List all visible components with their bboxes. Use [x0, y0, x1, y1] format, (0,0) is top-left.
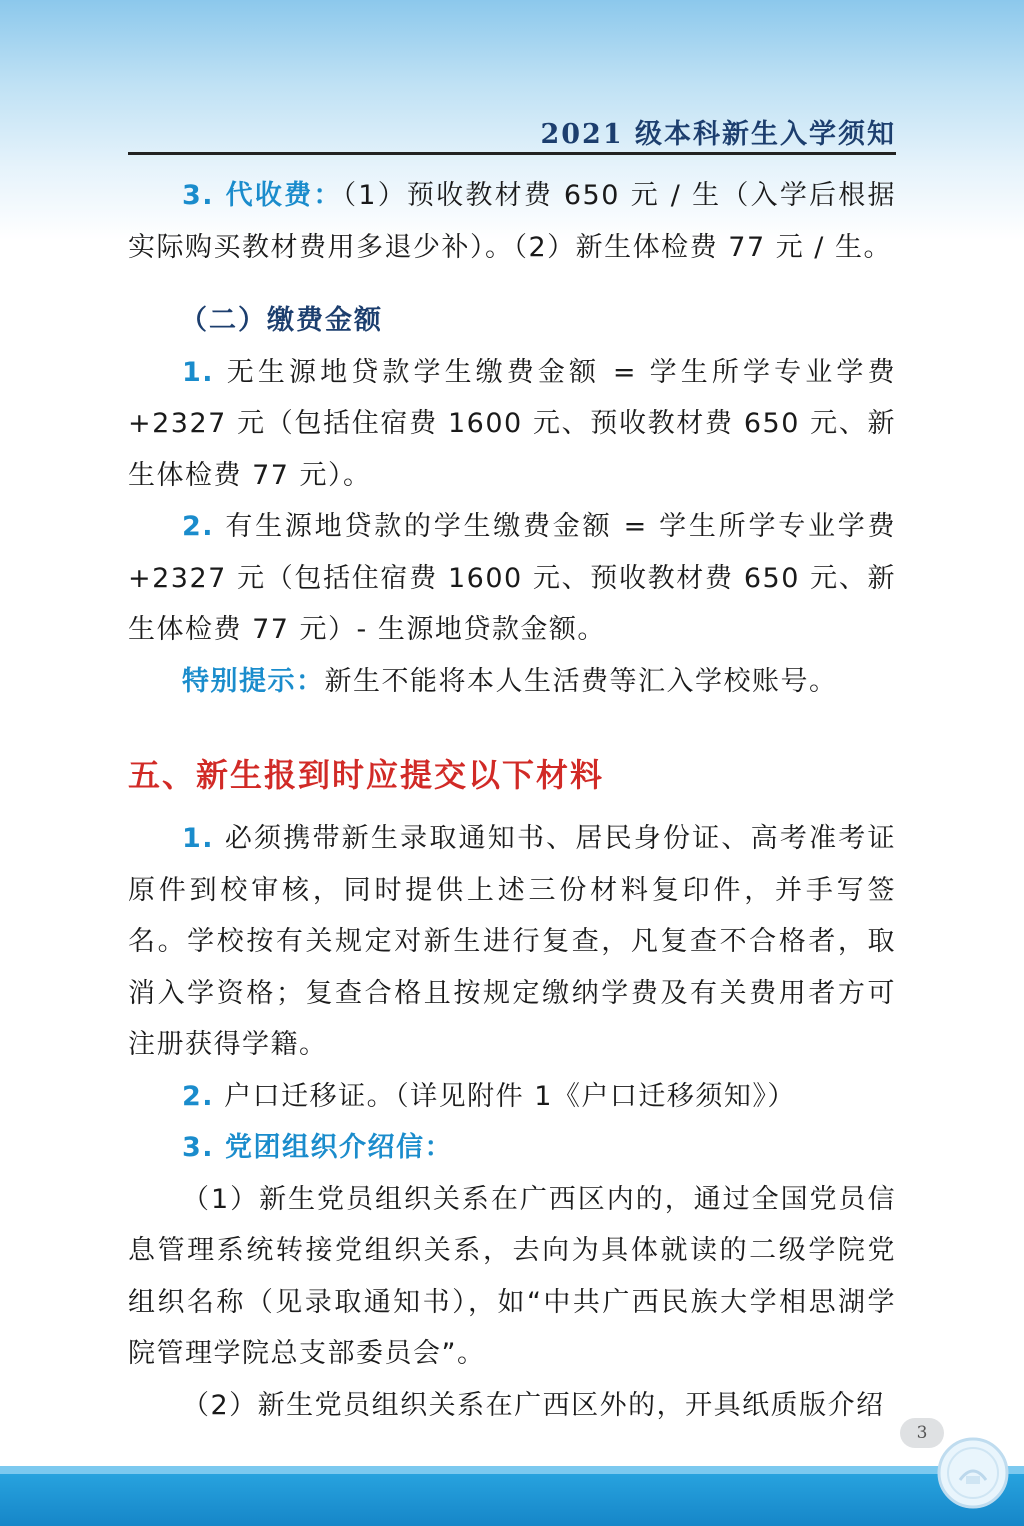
materials-sub-item-1: （1）新生党员组织关系在广西区内的，通过全国党员信息管理系统转接党组织关系，去向为具体就读的二级学院党组织名称（见录取通知书），如“中共广西民族大学相思湖学院管理学院总支部委员会”。	[128, 1183, 896, 1369]
materials-item-1-text: 必须携带新生录取通知书、居民身份证、高考准考证原件到校审核，同时提供上述三份材料复印件，并手写签名。学校按有关规定对新生进行复查，凡复查不合格者，取消入学资格；复查合格且按规定缴纳学费及有关费用者方可注册获得学籍。	[128, 823, 896, 1060]
section-5-heading: 五、新生报到时应提交以下材料	[128, 756, 605, 794]
amount-item-1-label: 1.	[182, 356, 215, 388]
materials-item-1-label: 1.	[182, 823, 215, 854]
school-emblem-icon	[936, 1436, 1010, 1510]
amount-item-1	[128, 347, 896, 502]
amount-item-2	[128, 501, 896, 656]
materials-item-2-label: 2.	[182, 1080, 215, 1112]
materials-item-1	[128, 813, 896, 1071]
header-divider	[128, 152, 896, 155]
page-header-title: 2021 级本科新生入学须知	[540, 119, 896, 150]
materials-item-3-label: 3. 党团组织介绍信：	[182, 1132, 453, 1163]
special-notice	[128, 656, 896, 708]
footer-light-strip	[0, 1466, 1024, 1474]
amount-item-1-text: 无生源地贷款学生缴费金额 = 学生所学专业学费 +2327 元（包括住宿费 1600 元、预收教材费 650 元、新生体检费 77 元）。	[128, 356, 896, 491]
materials-item-2-text: 户口迁移证。（详见附件 1《户口迁移须知》）	[214, 1080, 796, 1112]
amount-item-2-label: 2.	[182, 511, 215, 542]
materials-item-2	[128, 1071, 896, 1123]
payment-amount-heading: （二）缴费金额	[180, 305, 383, 336]
materials-item-3	[128, 1122, 896, 1174]
page-number: 3	[900, 1418, 944, 1448]
amount-item-2-text: 有生源地贷款的学生缴费金额 = 学生所学专业学费 +2327 元（包括住宿费 1600 元、预收教材费 650 元、新生体检费 77 元）- 生源地贷款金额。	[128, 511, 896, 645]
fee-item-3	[128, 170, 896, 273]
special-notice-label: 特别提示：	[182, 665, 325, 697]
materials-sub-item-2: （2）新生党员组织关系在广西区外的，开具纸质版介绍	[182, 1389, 885, 1421]
footer-band	[0, 1466, 1024, 1526]
page-content	[128, 170, 896, 1431]
fee-item-3-text: （1）预收教材费 650 元 / 生（入学后根据实际购买教材费用多退少补）。（2）新生体检费 77 元 / 生。	[128, 180, 896, 263]
fee-item-3-label: 3. 代收费：	[182, 180, 343, 211]
special-notice-text: 新生不能将本人生活费等汇入学校账号。	[324, 665, 838, 697]
